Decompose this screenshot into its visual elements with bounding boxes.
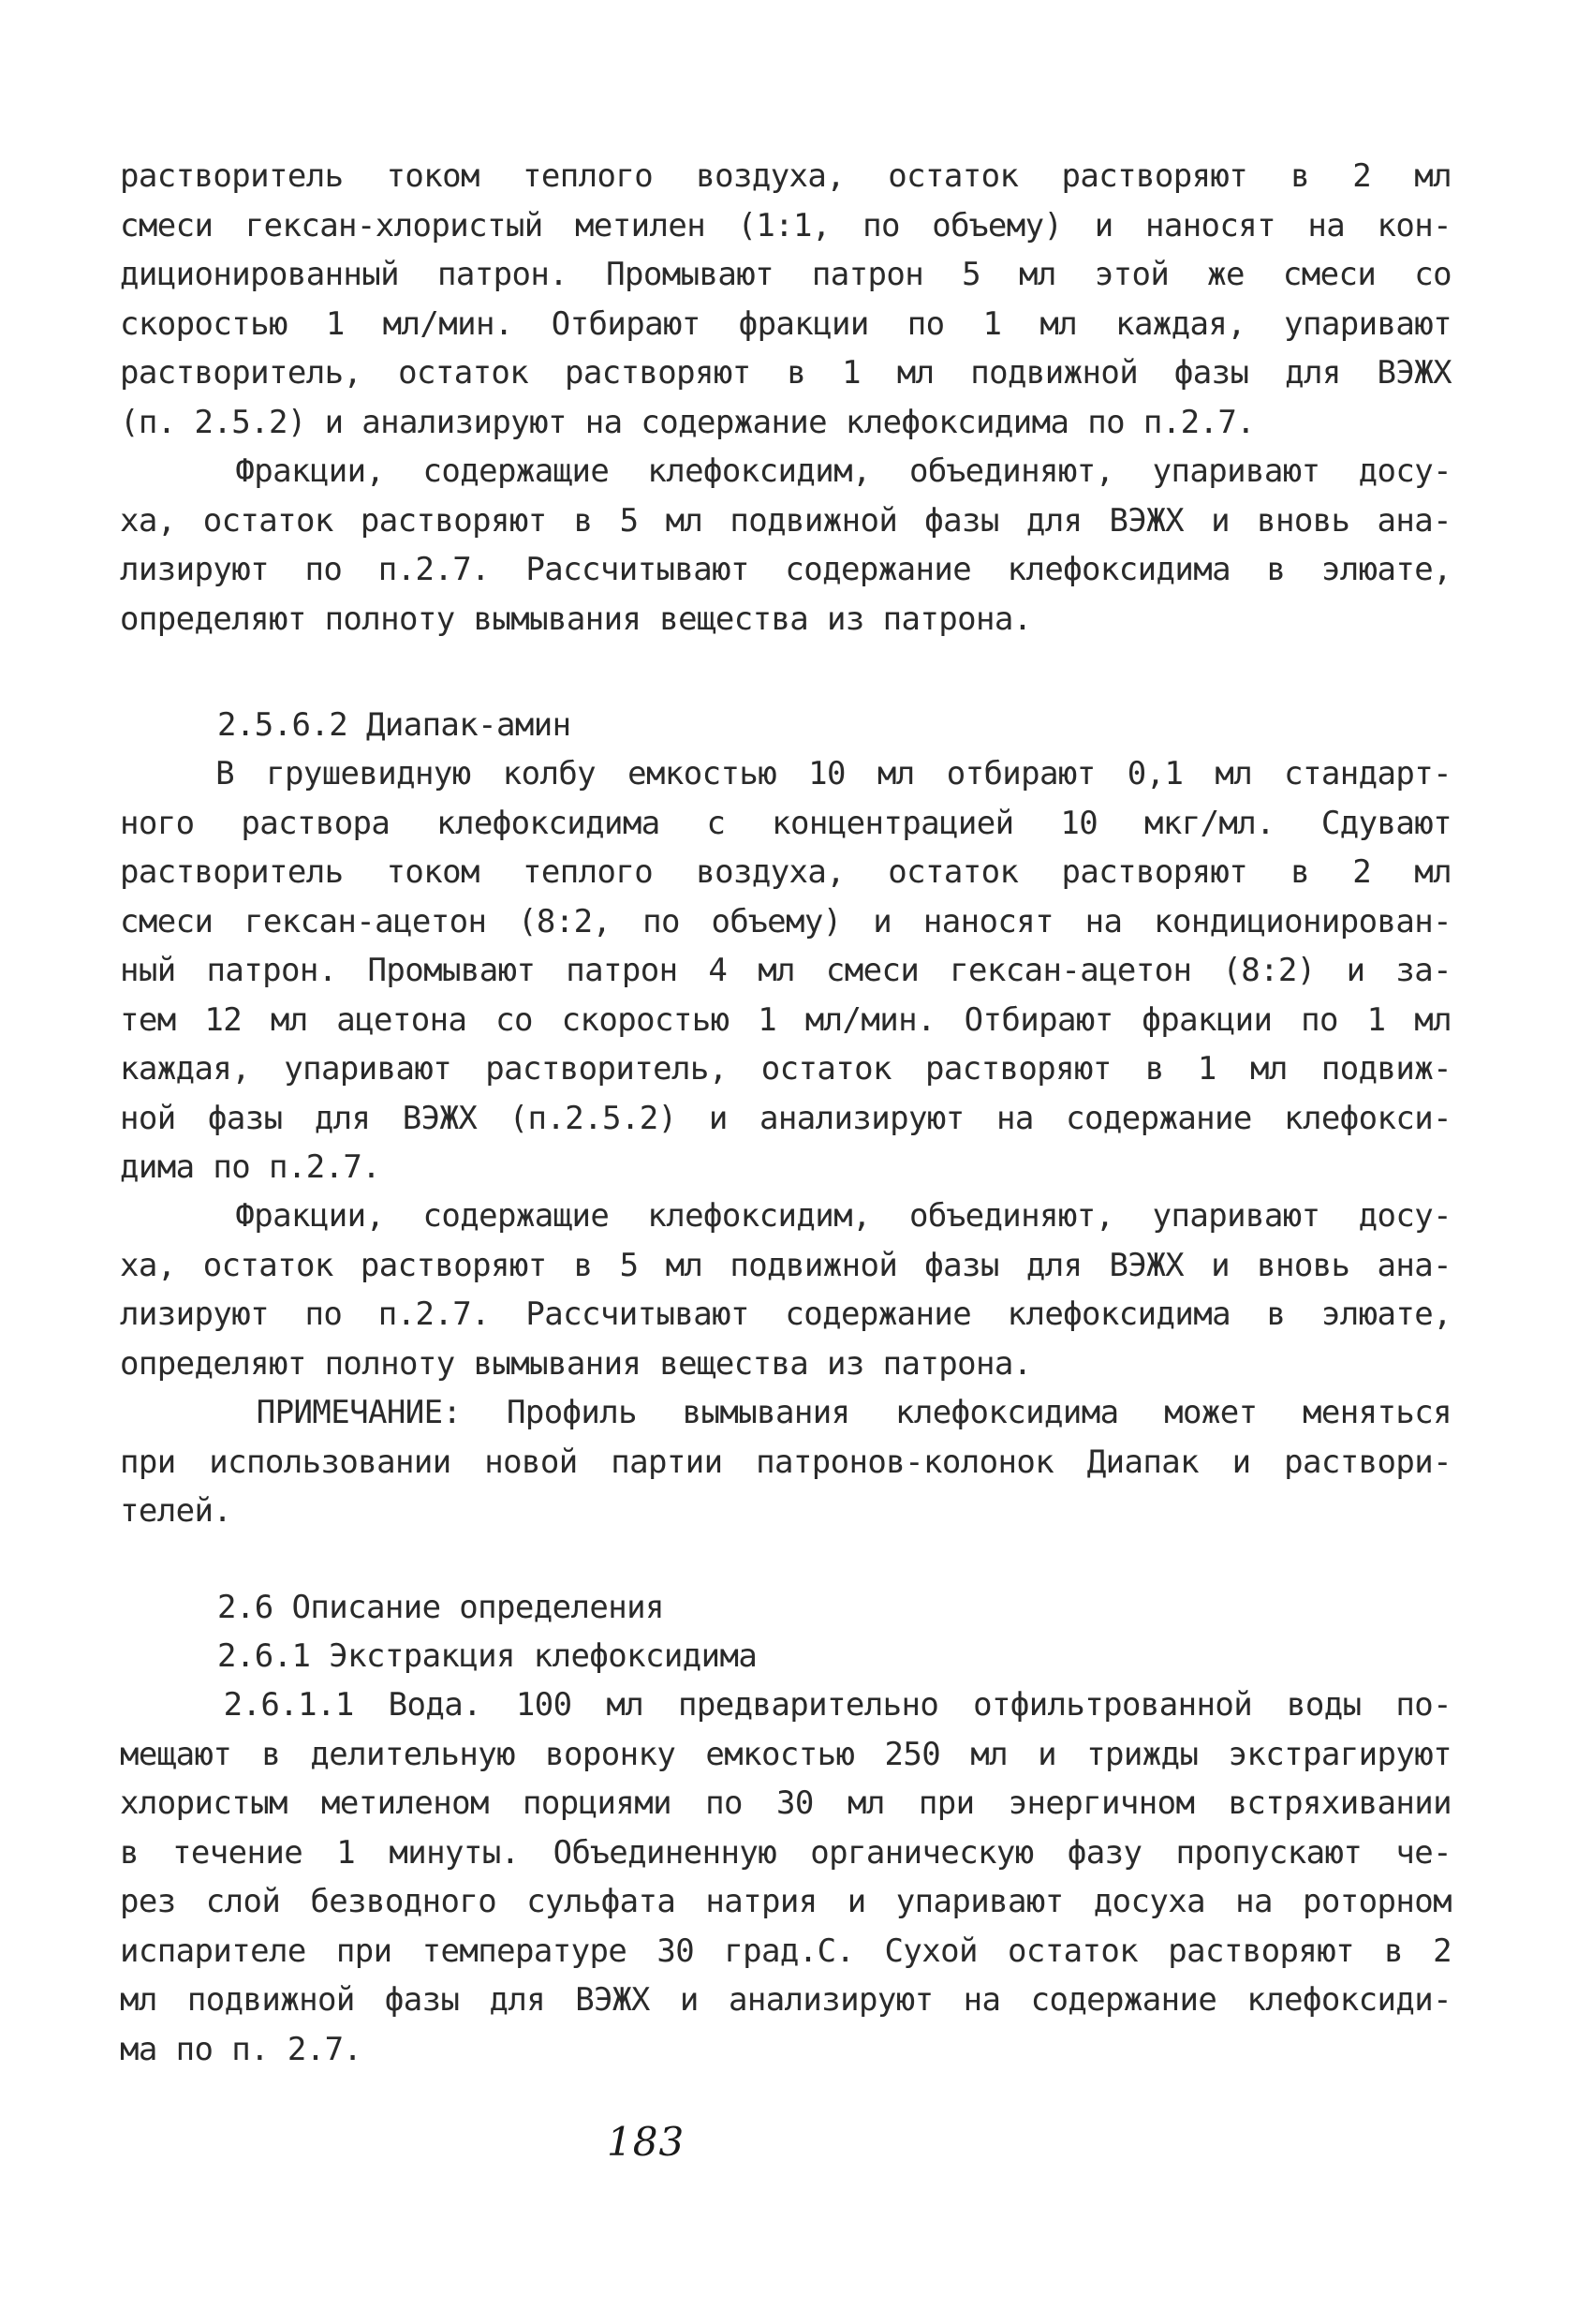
text-line: ха, остаток растворяют в 5 мл подвижной фазы для ВЭЖХ и вновь ана- (120, 1246, 1452, 1284)
paragraph-water-extraction (120, 1680, 1452, 2074)
text-line: определяют полноту вымывания вещества из патрона. (120, 1344, 1032, 1383)
paragraph-diapak-amin (120, 749, 1452, 1192)
text-line: ма по п. 2.7. (120, 2030, 362, 2068)
text-line: диционированный патрон. Промывают патрон 5 мл этой же смеси со (120, 256, 1452, 293)
text-line: лизируют по п.2.7. Рассчитывают содержание клефоксидима в элюате, (120, 551, 1452, 588)
section-heading-diapak-amin: 2.5.6.2 Диапак-амин (217, 706, 571, 744)
paragraph-fractions-1 (120, 447, 1452, 644)
text-line: ного раствора клефоксидима с концентрацией 10 мкг/мл. Сдувают (120, 804, 1452, 842)
paragraph-fractions-2 (120, 1192, 1452, 1388)
text-line: определяют полноту вымывания вещества из патрона. (120, 600, 1032, 638)
text-line: в течение 1 минуты. Объединенную органическую фазу пропускают че- (120, 1833, 1452, 1872)
section-heading-extraction: 2.6.1 Экстракция клефоксидима (217, 1637, 758, 1675)
paragraph-note (120, 1388, 1452, 1536)
paragraph-continuation (120, 152, 1452, 447)
text-line: ной фазы для ВЭЖХ (п.2.5.2) и анализируют на содержание клефокси- (120, 1099, 1452, 1137)
text-line: Фракции, содержащие клефоксидим, объединяют, упаривают досу- (120, 452, 1452, 490)
text-line: 2.6.1.1 Вода. 100 мл предварительно отфильтрованной воды по- (120, 1686, 1452, 1724)
text-line: смеси гексан-хлористый метилен (1:1, по объему) и наносят на кон- (120, 206, 1452, 244)
text-line: ПРИМЕЧАНИЕ: Профиль вымывания клефоксидима может меняться (120, 1394, 1452, 1431)
text-line: испарителе при температуре 30 град.С. Сухой остаток растворяют в 2 (120, 1932, 1452, 1970)
text-line: ха, остаток растворяют в 5 мл подвижной фазы для ВЭЖХ и вновь ана- (120, 501, 1452, 540)
text-line: дима по п.2.7. (120, 1148, 381, 1186)
text-line: хлористым метиленом порциями по 30 мл при энергичном встряхивании (120, 1784, 1452, 1822)
text-line: каждая, упаривают растворитель, остаток растворяют в 1 мл подвиж- (120, 1050, 1452, 1088)
text-line: рез слой безводного сульфата натрия и упаривают досуха на роторном (120, 1883, 1452, 1920)
page-number: 183 (607, 2119, 685, 2165)
text-line: телей. (120, 1492, 232, 1530)
text-line: (п. 2.5.2) и анализируют на содержание клефоксидима по п.2.7. (120, 403, 1256, 441)
text-line: Фракции, содержащие клефоксидим, объединяют, упаривают досу- (120, 1197, 1452, 1235)
text-line: В грушевидную колбу емкостью 10 мл отбирают 0,1 мл стандарт- (120, 755, 1452, 792)
text-line: тем 12 мл ацетона со скоростью 1 мл/мин. Отбирают фракции по 1 мл (120, 1000, 1452, 1039)
text-line: скоростью 1 мл/мин. Отбирают фракции по 1 мл каждая, упаривают (120, 304, 1452, 343)
section-heading-description: 2.6 Описание определения (217, 1589, 664, 1626)
text-line: мещают в делительную воронку емкостью 250 мл и трижды экстрагируют (120, 1735, 1452, 1773)
text-line: ный патрон. Промывают патрон 4 мл смеси гексан-ацетон (8:2) и за- (120, 952, 1452, 989)
text-line: растворитель током теплого воздуха, остаток растворяют в 2 мл (120, 853, 1452, 891)
text-line: лизируют по п.2.7. Рассчитывают содержание клефоксидима в элюате, (120, 1295, 1452, 1333)
text-line: растворитель током теплого воздуха, остаток растворяют в 2 мл (120, 157, 1452, 195)
text-line: мл подвижной фазы для ВЭЖХ и анализируют на содержание клефоксиди- (120, 1981, 1452, 2019)
text-line: смеси гексан-ацетон (8:2, по объему) и наносят на кондиционирован- (120, 902, 1452, 940)
text-line: растворитель, остаток растворяют в 1 мл подвижной фазы для ВЭЖХ (120, 354, 1452, 392)
text-line: при использовании новой партии патронов-колонок Диапак и раствори- (120, 1443, 1452, 1481)
